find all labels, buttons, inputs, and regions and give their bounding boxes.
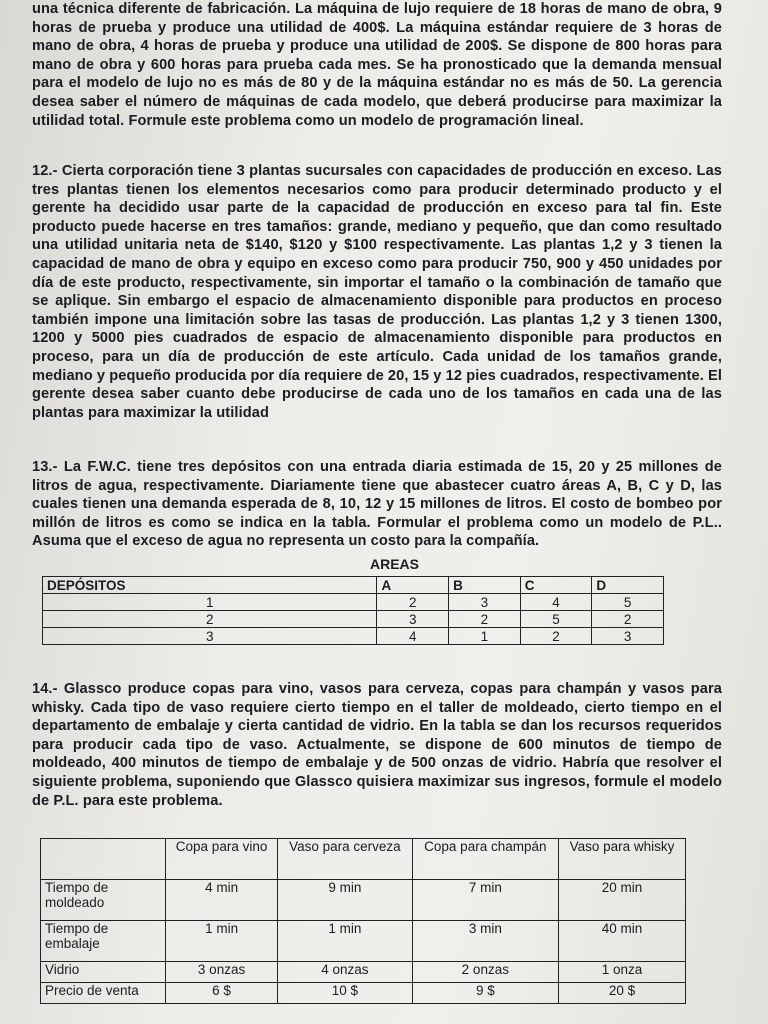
problem-11-text: una técnica diferente de fabricación. La máquina de lujo requiere de 18 horas de mano de obra, 9 horas de prueba y produce una utilidad de 400$. La máquina estándar requiere de 3 horas de mano de obra, 4 horas de prueba y produce una utilidad de 200$. Se dispone de 800 horas para mano de obra y 600 horas para prueba cada mes. Se ha pronosticado que la demanda mensual para el modelo de lujo no es más de 80 y de la máquina estándar no es más de 50. La gerencia desea saber el número de máquinas de cada modelo, que deberá producirse para maximizar la utilidad total. Formule este problema como un modelo de programación lineal. xyxy=(32,1,722,129)
row-label: Tiempo de moldeado xyxy=(41,880,166,921)
resource-cell: 3 min xyxy=(412,921,558,962)
cost-cell: 3 xyxy=(592,628,664,645)
table-row xyxy=(43,594,664,611)
resource-cell: 7 min xyxy=(412,880,558,921)
problem-13-number: 13.- xyxy=(32,459,58,475)
deposit-label: 2 xyxy=(43,611,377,628)
header-area-c: C xyxy=(520,577,592,594)
problem-12-text: Cierta corporación tiene 3 plantas sucursales con capacidades de producción en exceso. Las tres plantas tienen los elementos necesarios como para producir determinado producto y el gerente ha decidido usar parte de la capacidad de producción en exceso para tal fin. Este producto puede hacerse en tres tamaños: grande, mediano y pequeño, que dan como resultado una utilidad unitaria neta de $140, $120 y $100 respectivamente. Las plantas 1,2 y 3 tienen la capacidad de mano de obra y equipo en exceso como para producir 750, 900 y 450 unidades por día de este producto, respectivamente, sin importar el tamaño o la combinación de tamaño que se aplique. Sin embargo el espacio de almacenamiento disponible para productos en proceso también impone una limitación sobre las tasas de producción. Las plantas 1,2 y 3 tienen 1300, 1200 y 5000 pies cuadrados de espacio de almacenamiento disponible para productos en proceso, para un día de producción de este artículo. Cada unidad de los tamaños grande, mediano y pequeño producida por día requiere de 20, 15 y 12 pies cuadrados, respectivamente. El gerente desea saber cuanto debe producirse de cada uno de los tamaños en cada una de las plantas para maximizar la utilidad xyxy=(32,163,722,421)
resource-cell: 40 min xyxy=(559,921,686,962)
deposit-label: 3 xyxy=(43,628,377,645)
resource-cell: 9 min xyxy=(278,880,412,921)
header-area-d: D xyxy=(592,577,664,594)
cost-cell: 2 xyxy=(520,628,592,645)
resource-cell: 2 onzas xyxy=(412,962,558,983)
table-row xyxy=(43,611,664,628)
row-label: Precio de venta xyxy=(41,983,166,1004)
deposit-label: 1 xyxy=(43,594,377,611)
table-row xyxy=(41,983,686,1004)
header-vaso-whisky: Vaso para whisky xyxy=(559,839,686,880)
header-empty xyxy=(41,839,166,880)
problem-13 xyxy=(32,458,722,551)
cost-cell: 3 xyxy=(449,594,521,611)
areas-caption: AREAS xyxy=(370,556,420,572)
cost-cell: 3 xyxy=(377,611,449,628)
problem-11-tail xyxy=(32,0,722,130)
resource-cell: 3 onzas xyxy=(166,962,278,983)
cost-cell: 2 xyxy=(592,611,664,628)
resource-cell: 10 $ xyxy=(278,983,412,1004)
resource-cell: 9 $ xyxy=(412,983,558,1004)
problem-12 xyxy=(32,162,722,422)
cost-cell: 2 xyxy=(449,611,521,628)
problem-13-text: La F.W.C. tiene tres depósitos con una entrada diaria estimada de 15, 20 y 25 millones de litros de agua, respectivamente. Diariamente tiene que abastecer cuatro áreas A, B, C y D, las cuales tienen una demanda esperada de 8, 10, 12 y 15 millones de litros. El costo de bombeo por millón de litros es como se indica en la tabla. Formular el problema como un modelo de P.L.. Asuma que el exceso de agua no representa un costo para la compañía. xyxy=(32,459,722,550)
resource-cell: 1 onza xyxy=(559,962,686,983)
table-header-row xyxy=(41,839,686,880)
cost-cell: 2 xyxy=(377,594,449,611)
header-copa-vino: Copa para vino xyxy=(166,839,278,880)
cost-cell: 5 xyxy=(520,611,592,628)
glassware-resources-table xyxy=(40,838,686,1004)
header-depositos: DEPÓSITOS xyxy=(43,577,377,594)
resource-cell: 4 min xyxy=(166,880,278,921)
header-area-a: A xyxy=(377,577,449,594)
resource-cell: 20 $ xyxy=(559,983,686,1004)
table-row xyxy=(41,921,686,962)
table-header-row xyxy=(43,577,664,594)
row-label: Tiempo de embalaje xyxy=(41,921,166,962)
cost-cell: 4 xyxy=(377,628,449,645)
row-label: Vidrio xyxy=(41,962,166,983)
header-area-b: B xyxy=(449,577,521,594)
table-row xyxy=(41,962,686,983)
cost-cell: 1 xyxy=(449,628,521,645)
table-row xyxy=(41,880,686,921)
cost-cell: 4 xyxy=(520,594,592,611)
header-copa-champan: Copa para champán xyxy=(412,839,558,880)
problem-14 xyxy=(32,680,722,810)
cost-cell: 5 xyxy=(592,594,664,611)
table-row xyxy=(43,628,664,645)
resource-cell: 1 min xyxy=(166,921,278,962)
problem-14-text: Glassco produce copas para vino, vasos para cerveza, copas para champán y vasos para whisky. Cada tipo de vaso requiere cierto tiempo en el taller de moldeado, cierto tiempo en el departamento de embalaje y cierta cantidad de vidrio. En la tabla se dan los recursos requeridos para producir cada tipo de vaso. Actualmente, se dispone de 600 minutos de tiempo de moldeado, 400 minutos de tiempo de embalaje y de 500 onzas de vidrio. Habría que resolver el siguiente problema, suponiendo que Glassco quisiera maximizar sus ingresos, formule el modelo de P.L. para este problema. xyxy=(32,681,722,809)
problem-14-number: 14.- xyxy=(32,681,58,697)
resource-cell: 6 $ xyxy=(166,983,278,1004)
header-vaso-cerveza: Vaso para cerveza xyxy=(278,839,412,880)
resource-cell: 4 onzas xyxy=(278,962,412,983)
resource-cell: 1 min xyxy=(278,921,412,962)
pumping-cost-table xyxy=(42,576,664,645)
problem-12-number: 12.- xyxy=(32,163,58,179)
resource-cell: 20 min xyxy=(559,880,686,921)
